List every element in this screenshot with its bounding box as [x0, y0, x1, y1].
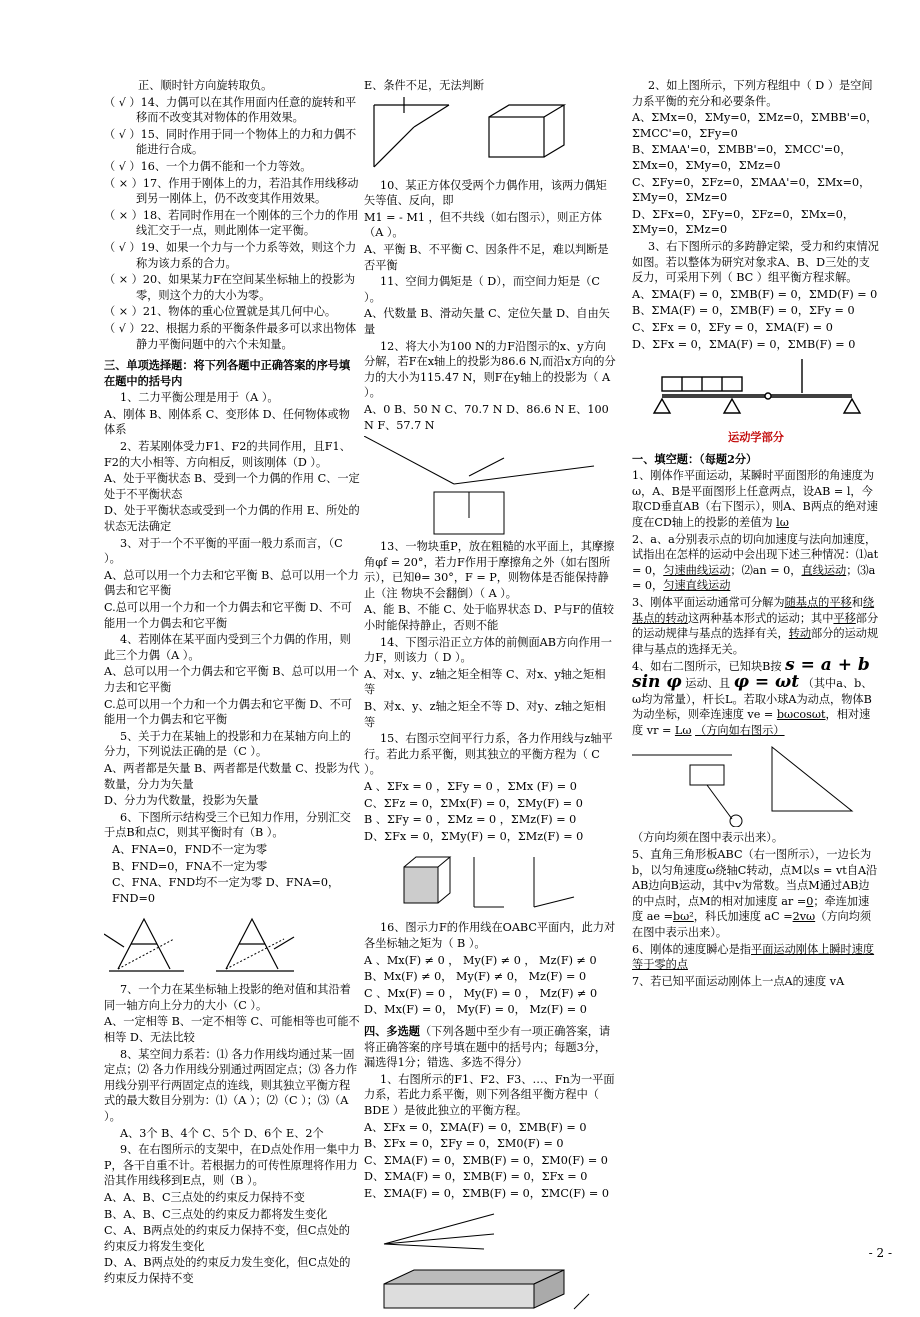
question-text: （方向均须在图中表示出来）。 — [632, 831, 784, 845]
options: D、A、B两点处的约束反力发生变化，但C点处的约束反力保持不变 — [104, 1256, 351, 1285]
options: A、总可以用一个力去和它平衡 B、总可以用一个力偶去和它平衡 — [104, 568, 359, 598]
equation: s = a + b sin φ — [632, 655, 870, 692]
force-decomposition-figure — [364, 436, 604, 536]
equation: φ = ωt — [733, 672, 800, 692]
column-2 — [364, 78, 616, 1317]
section-heading: 三、单项选择题：将下列各题中正确答案的序号填在题中的括号内 — [104, 358, 351, 388]
answer: 随基点的平移 — [784, 596, 852, 610]
options: C 、Mx(F) = 0 ， My(F) = 0 ， Mz(F) ≠ 0 — [364, 986, 598, 1000]
answer: lω — [776, 516, 789, 530]
options: B、对x、y、z轴之矩全不等 D、对y、z轴之矩相等 — [364, 700, 606, 729]
tf-item: （ √ ）22、根据力系的平衡条件最多可以求出物体静力平衡问题中的六个未知量。 — [104, 321, 357, 351]
section-heading: 一、填空题：（每题2分） — [632, 451, 758, 466]
options: A、ΣMx=0，ΣMy=0，ΣMz=0，ΣMBB'=0，ΣMCC'=0，ΣFy=0 — [632, 111, 878, 140]
tf-item: （ √ ）15、同时作用于同一个物体上的力和力偶不能进行合成。 — [104, 127, 357, 157]
question: 12、将大小为100 N的力F沿图示的x、y方向分解，若F在x轴上的投影为86.6 N,而沿x方向的分力的大小为115.47 N，则F在y轴上的投影为（ A ）。 — [364, 339, 616, 400]
options: D、处于平衡状态或受到一个力偶的作用 E、所处的状态无法确定 — [104, 504, 360, 534]
options: C、ΣFz = 0，ΣMx(F) = 0，ΣMy(F) = 0 — [364, 796, 583, 810]
options: D、Mx(F) = 0， My(F) = 0， Mz(F) = 0 — [364, 1003, 587, 1017]
options: A、两者都是矢量 B、两者都是代数量 C、投影为代数量，分力为矢量 — [104, 761, 360, 791]
options: A、代数量 B、滑动矢量 C、定位矢量 D、自由矢量 — [364, 307, 610, 336]
options: C、ΣMA(F) = 0，ΣMB(F) = 0，ΣM0(F) = 0 — [364, 1153, 608, 1167]
options: D、分力为代数量，投影为矢量 — [104, 794, 259, 808]
section-desc: （下列各题中至少有一项正确答案，请将正确答案的序号填在题中的括号内；每题3分，漏选得1分；错选、多选不得分） — [364, 1024, 611, 1070]
question-text: ，科氏加速度 aC = — [693, 910, 793, 924]
options: E、ΣMA(F) = 0，ΣMB(F) = 0，ΣMC(F) = 0 — [364, 1186, 609, 1200]
options: C、ΣFx = 0，ΣFy = 0，ΣMA(F) = 0 — [632, 320, 833, 334]
question: 14、下图示沿正立方体的前侧面AB方向作用一力F，则该力（ D ）。 — [364, 635, 612, 665]
question-text: 部分的运动规律与基点的选择无关。 — [632, 627, 879, 656]
column-3 — [632, 78, 880, 990]
question: 4、若刚体在某平面内受到三个力偶的作用，则此三个力偶（A ）。 — [104, 633, 351, 662]
answer: bωcosωt — [776, 708, 826, 722]
question: 3、右下图所示的多跨静定梁，受力和约束情况如图。若以整体为研究对象求A、B、D三处的支反力，可采用下列（ BC ）组平衡方程求解。 — [632, 239, 879, 285]
answer: 2vω — [792, 910, 816, 924]
options: E、条件不足，无法判断 — [364, 79, 485, 92]
question: 15、右图示空间平行力系，各力作用线与z轴平行。若此力系平衡，则其独立的平衡方程为（ C ）。 — [364, 732, 613, 777]
multi-span-beam-figure — [632, 355, 872, 427]
options: A、刚体 B、刚体系 C、变形体 D、任何物体或物体系 — [104, 407, 350, 437]
options: A、能 B、不能 C、处于临界状态 D、P与F的值较小时能保持静止，否则不能 — [364, 603, 614, 633]
question-text: 部分的运动规律与基点的选择有关， — [632, 611, 879, 641]
options: D、ΣMA(F) = 0，ΣMB(F) = 0，ΣFx = 0 — [364, 1170, 588, 1184]
question: 9、在右图所示的支架中，在D点处作用一集中力P，各干自重不计。若根据力的可传性原理将作用力沿其作用线移到E点，则（B ）。 — [104, 1143, 360, 1188]
answer: 转动 — [788, 627, 812, 641]
question: 16、图示力F的作用线在OABC平面内，此力对各坐标轴之矩为（ B ）。 — [364, 921, 616, 950]
question-text: ；⑵an = 0， — [730, 563, 802, 577]
options: A、ΣMA(F) = 0，ΣMB(F) = 0，ΣMD(F) = 0 — [632, 287, 878, 301]
tf-item: （ × ）20、如果某力F在空间某坐标轴上的投影为零，则这个力的大小为零。 — [104, 273, 356, 302]
page-number: - 2 - — [868, 1246, 892, 1261]
options: C、FNA、FND均不一定为零 D、FNA=0，FND=0 — [112, 876, 340, 905]
question: 7、一个力在某坐标轴上投影的绝对值和其沿着同一轴方向上分力的大小（C ）。 — [104, 983, 351, 1012]
question: 5、关于力在某轴上的投影和力在某轴方向上的分力，下列说法正确的是（C ）。 — [104, 729, 351, 759]
options: B、ΣMAA'=0，ΣMBB'=0，ΣMCC'=0，ΣMx=0，ΣMy=0，ΣMz=0 — [632, 143, 852, 172]
spatial-force-figures — [364, 847, 604, 917]
options: B、A、B、C三点处的约束反力都将发生变化 — [104, 1207, 328, 1221]
options: A、A、B、C三点处的约束反力保持不变 — [104, 1191, 305, 1204]
answer: 0 — [806, 894, 814, 908]
answer: 平移 — [833, 611, 856, 625]
section-heading-label: 四、多选题 — [364, 1023, 420, 1038]
answer: bω² — [672, 910, 694, 924]
answer: （方向如右图示） — [695, 723, 785, 737]
options: D、ΣFx = 0，ΣMy(F) = 0，ΣMz(F) = 0 — [364, 829, 584, 843]
options: A、ΣFx = 0，ΣMA(F) = 0，ΣMB(F) = 0 — [364, 1120, 587, 1134]
question: 13、一物块重P，放在粗糙的水平面上，其摩擦角φf = 20°，若力F作用于摩擦角之外（如右图所示），已知θ= 30°，F = P，则物体是否能保持静止（注 物块不会翻倒）（ A ）。 — [364, 540, 615, 600]
fill-question-1 — [632, 468, 880, 530]
question: 1、二力平衡公理是用于（A ）。 — [120, 391, 279, 405]
answer: 匀速直线运动 — [663, 579, 731, 593]
truss-figure — [104, 909, 304, 979]
question: 2、若某刚体受力F1、F2的共同作用，且F1、F2的大小相等、方向相反，则该刚体（D ）。 — [104, 440, 351, 469]
options: A 、ΣFx = 0 ，ΣFy = 0 ，ΣMx (F) = 0 — [364, 780, 577, 793]
text-line: 正、顺时针方向旋转取负。 — [138, 79, 273, 92]
options: A、FNA=0，FND不一定为零 — [112, 842, 268, 856]
section-heading — [364, 1024, 616, 1071]
question-text: ，相对速度 vr = — [632, 708, 871, 737]
tf-item: （ √ ）16、一个力偶不能和一个力等效。 — [104, 159, 312, 173]
tf-item: （ × ）21、物体的重心位置就是其几何中心。 — [104, 305, 337, 319]
options: B 、ΣFy = 0 ，ΣMz = 0 ，ΣMz(F) = 0 — [364, 813, 577, 827]
fill-question-2 — [632, 532, 880, 594]
question-text: 这两种基本形式的运动；其中 — [687, 611, 834, 625]
options: B、Mx(F) ≠ 0， My(F) ≠ 0， Mz(F) = 0 — [364, 970, 587, 984]
options: D、ΣFx = 0，ΣMA(F) = 0，ΣMB(F) = 0 — [632, 337, 856, 351]
section-title: 运动学部分 — [728, 430, 784, 445]
tf-item: （ × ）18、若同时作用在一个刚体的三个力的作用线汇交于一点，则此刚体一定平衡。 — [104, 208, 359, 238]
answer: 绕基点的转动 — [632, 596, 875, 625]
question-text: 1、刚体作平面运动，某瞬时平面图形的角速度为ω，A、B是平面图形上任意两点，设AB = l，今取CD垂直AB（右下图示），则A、B两点的绝对速度在CD轴上的投影的差值为 — [632, 469, 878, 530]
options: A 、Mx(F) ≠ 0 ， My(F) ≠ 0 ， Mz(F) ≠ 0 — [364, 953, 597, 967]
kinematics-figures — [632, 741, 872, 827]
column-1 — [104, 78, 360, 1288]
answer: 平面运动刚体上瞬时速度等于零的点 — [632, 942, 875, 972]
question-text: 3、刚体平面运动通常可分解为 — [632, 596, 785, 610]
question: 8、某空间力系若：⑴ 各力作用线均通过某一固定点；⑵ 各力作用线分别通过两固定点；⑶ 各力作用线分别平行两固定点的连线，则其独立平衡方程式的最大数目分别为：⑴（A ）；⑵（C ）；⑶（A ）。 — [104, 1047, 358, 1124]
plane-force-system-figure — [364, 1204, 604, 1314]
question-text: 6、刚体的速度瞬心是指 — [632, 942, 751, 956]
question-text: 运动、且 — [685, 677, 731, 690]
question-text: 2、a、a分别表示点的切向加速度与法向加速度，试指出在怎样的运动中会出现下述三种情况：⑴at = 0， — [632, 532, 879, 577]
question: 1、右图所示的F1、F2、F3、…、Fn为一平面力系，若此力系平衡，则下列各组平衡方程中（ BDE ）是彼此独立的平衡方程。 — [364, 1072, 615, 1117]
fill-question-6 — [632, 942, 880, 973]
options: C.总可以用一个力和一个力偶去和它平衡 D、不可能用一个力偶去和它平衡 — [104, 697, 352, 727]
question-text: （其中a、b、ω均为常量），杆长L。若取小球A为动点，物体B为动坐标，则牵连速度 ve = — [632, 677, 873, 722]
tf-item: （ √ ）19、如果一个力与一个力系等效，则这个力称为该力系的合力。 — [104, 240, 357, 270]
question-text: ；牵连加速度 ae = — [632, 894, 870, 924]
question-text: 7、若已知平面运动刚体上一点A的速度 vA — [632, 974, 845, 988]
question: 6、下图所示结构受三个已知力作用，分别汇交于点B和点C，则其平衡时有（B ）。 — [104, 810, 351, 840]
options: A、处于平衡状态 B、受到一个力偶的作用 C、一定处于不平衡状态 — [104, 472, 360, 501]
support-and-cube-figure — [364, 97, 604, 175]
answer: 匀速曲线运动 — [663, 563, 731, 577]
fill-question-5 — [632, 847, 880, 941]
options: A、一定相等 B、一定不相等 C、可能相等也可能不相等 D、无法比较 — [104, 1015, 360, 1045]
question: M1 = - M1 ，但不共线（如右图示），则正方体（A ）。 — [364, 210, 602, 240]
options: B、ΣFx = 0，ΣFy = 0，ΣM0(F) = 0 — [364, 1137, 564, 1151]
question: 10、某正方体仅受两个力偶作用，该两力偶矩矢等值、反向，即 — [364, 178, 607, 208]
answer: Lω — [674, 723, 692, 737]
options: C.总可以用一个力和一个力偶去和它平衡 D、不可能用一个力偶去和它平衡 — [104, 601, 352, 630]
question-text: （方向均须在图中表示出来）。 — [632, 910, 872, 939]
options: D、ΣFx=0，ΣFy=0，ΣFz=0，ΣMx=0，ΣMy=0，ΣMz=0 — [632, 207, 855, 237]
options: A、平衡 B、不平衡 C、因条件不足，难以判断是否平衡 — [364, 242, 609, 272]
tf-item: （ √ ）14、力偶可以在其作用面内任意的旋转和平移而不改变其对物体的作用效果。 — [104, 95, 357, 125]
options: A、0 B、50 N C、70.7 N D、86.6 N E、100 N F、57.7 N — [364, 402, 609, 432]
question: 2、如上图所示，下列方程组中（ D ）是空间力系平衡的充分和必要条件。 — [632, 79, 873, 108]
tf-item: （ × ）17、作用于刚体上的力，若沿其作用线移动到另一刚体上，仍不改变其作用效果。 — [104, 176, 359, 206]
options: B、ΣMA(F) = 0，ΣMB(F) = 0，ΣFy = 0 — [632, 304, 855, 318]
options: B、FND=0，FNA不一定为零 — [112, 859, 268, 873]
question-text: 4、如右二图所示，已知块B按 — [632, 660, 782, 674]
options: C、ΣFy=0，ΣFz=0，ΣMAA'=0，ΣMx=0，ΣMy=0，ΣMz=0 — [632, 175, 871, 205]
options: A、3个 B、4个 C、5个 D、6个 E、2个 — [120, 1126, 324, 1140]
fill-question-4 — [632, 655, 880, 738]
options: A、总可以用一个力偶去和它平衡 B、总可以用一个力去和它平衡 — [104, 665, 359, 694]
options: A、对x、y、z轴之矩全相等 C、对x、y轴之矩相等 — [364, 667, 606, 697]
options: C、A、B两点处的约束反力保持不变，但C点处的约束反力将发生变化 — [104, 1224, 350, 1253]
question-text: 5、直角三角形板ABC（右一图所示），一边长为b，以匀角速度ω绕轴C转动，点M以s = vt自A沿AB边向B运动，其中v为常数。当点M通过AB边的中点时，点M的相对加速度 ar = — [632, 847, 878, 908]
question: 3、对于一个不平衡的平面一般力系而言，（C ）。 — [104, 536, 343, 566]
answer: 直线运动 — [801, 563, 847, 577]
fill-question-3 — [632, 595, 880, 657]
question: 11、空间力偶矩是（ D），而空间力矩是（C ）。 — [364, 275, 600, 304]
question-text: 和 — [851, 596, 863, 610]
question-text: ；⑶a = 0， — [632, 563, 876, 593]
